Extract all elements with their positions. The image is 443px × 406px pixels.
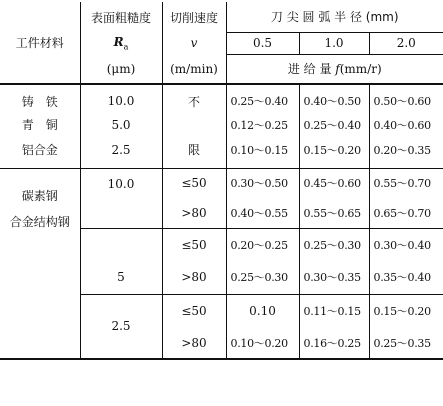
header-roughness-symbol <box>80 32 162 54</box>
g1-roughness-1: 5.0 <box>80 111 162 138</box>
g2-b1-roughness: 5 <box>80 228 162 294</box>
material-alloy-structural-steel: 合金结构钢 <box>9 214 70 229</box>
g2-b0-r0-c2: 0.55～0.70 <box>369 168 443 198</box>
g1-r0-c1: 0.40～0.50 <box>299 84 369 111</box>
g1-r2-c1: 0.15～0.20 <box>299 138 369 168</box>
header-radius-1: 1.0 <box>299 32 369 54</box>
material-steels <box>0 168 80 359</box>
header-radius-2: 2.0 <box>369 32 443 54</box>
header-feed-unit: (mm/r) <box>339 62 382 77</box>
header-speed-unit: (m/min) <box>162 54 226 84</box>
g1-r1-c1: 0.25～0.40 <box>299 111 369 138</box>
material-bronze: 青 铜 <box>0 111 80 138</box>
g1-roughness-2: 2.5 <box>80 138 162 168</box>
g2-b2-roughness: 2.5 <box>80 294 162 359</box>
g2-b1-r0-c0: 0.20～0.25 <box>226 228 299 261</box>
g2-b0-speed-0: ≤50 <box>162 168 226 198</box>
g1-r2-c2: 0.20～0.35 <box>373 143 431 157</box>
g1-r1-c0: 0.12～0.25 <box>226 111 299 138</box>
header-feed-label: 进 给 量 <box>287 62 332 77</box>
g2-b2-r1-c1: 0.16～0.25 <box>299 327 369 359</box>
material-cast-iron: 铸 铁 <box>0 84 80 111</box>
g1-r2-c0: 0.10～0.15 <box>226 138 299 168</box>
roughness-symbol: R <box>113 34 124 49</box>
header-material: 工件材料 <box>0 2 80 84</box>
g2-b1-r1-c2: 0.35～0.40 <box>373 271 431 285</box>
g1-r0-c2: 0.50～0.60 <box>373 95 431 108</box>
g2-b0-r0-c1: 0.45～0.60 <box>299 168 369 198</box>
header-speed-label: 切削速度 <box>162 2 226 32</box>
header-radius-0: 0.5 <box>226 32 299 54</box>
g2-b0-r1-c1: 0.55～0.65 <box>299 198 369 228</box>
g2-b1-r0-c1: 0.25～0.30 <box>299 228 369 261</box>
g2-b2-r1-c0: 0.10～0.20 <box>226 327 299 359</box>
g2-b2-r0-c2: 0.15～0.20 <box>369 294 443 327</box>
g2-b0-r0-c0: 0.30～0.50 <box>226 168 299 198</box>
g2-b1-r0-c2: 0.30～0.40 <box>369 228 443 261</box>
header-feed <box>226 54 443 84</box>
g2-b2-r0-c1: 0.11～0.15 <box>299 294 369 327</box>
g1-speed-0: 不 <box>162 84 226 111</box>
feed-rate-table <box>0 2 443 360</box>
g2-b0-r1-c2: 0.65～0.70 <box>373 206 431 220</box>
g1-speed-1 <box>162 111 226 138</box>
g1-speed-2: 限 <box>162 138 226 168</box>
material-aluminium-alloy: 铝合金 <box>0 138 80 168</box>
roughness-subscript: a <box>123 42 129 52</box>
g1-roughness-0: 10.0 <box>80 84 162 111</box>
header-roughness-unit: (μm) <box>80 54 162 84</box>
g1-r1-c2: 0.40～0.60 <box>373 118 431 132</box>
g2-b0-roughness: 10.0 <box>80 168 162 228</box>
g2-b2-speed-0: ≤50 <box>162 294 226 327</box>
g2-b1-r1-c1: 0.30～0.35 <box>299 261 369 294</box>
g2-b1-speed-0: ≤50 <box>162 228 226 261</box>
material-carbon-steel: 碳素钢 <box>21 188 58 203</box>
g2-b0-r1-c0: 0.40～0.55 <box>226 198 299 228</box>
g1-r0-c0: 0.25～0.40 <box>226 84 299 111</box>
header-feed-symbol: f <box>335 62 340 77</box>
g2-b0-speed-1: >80 <box>162 198 226 228</box>
header-radius-label: 刀 尖 圆 弧 半 径 (mm) <box>270 10 399 25</box>
g2-b1-r1-c0: 0.25～0.30 <box>226 261 299 294</box>
header-speed-symbol: v <box>162 32 226 54</box>
g2-b2-r0-c0: 0.10 <box>226 294 299 327</box>
g2-b1-speed-1: >80 <box>162 261 226 294</box>
g2-b2-speed-1: >80 <box>162 327 226 359</box>
header-roughness-label: 表面粗糙度 <box>80 2 162 32</box>
g2-b2-r1-c2: 0.25～0.35 <box>369 327 443 359</box>
